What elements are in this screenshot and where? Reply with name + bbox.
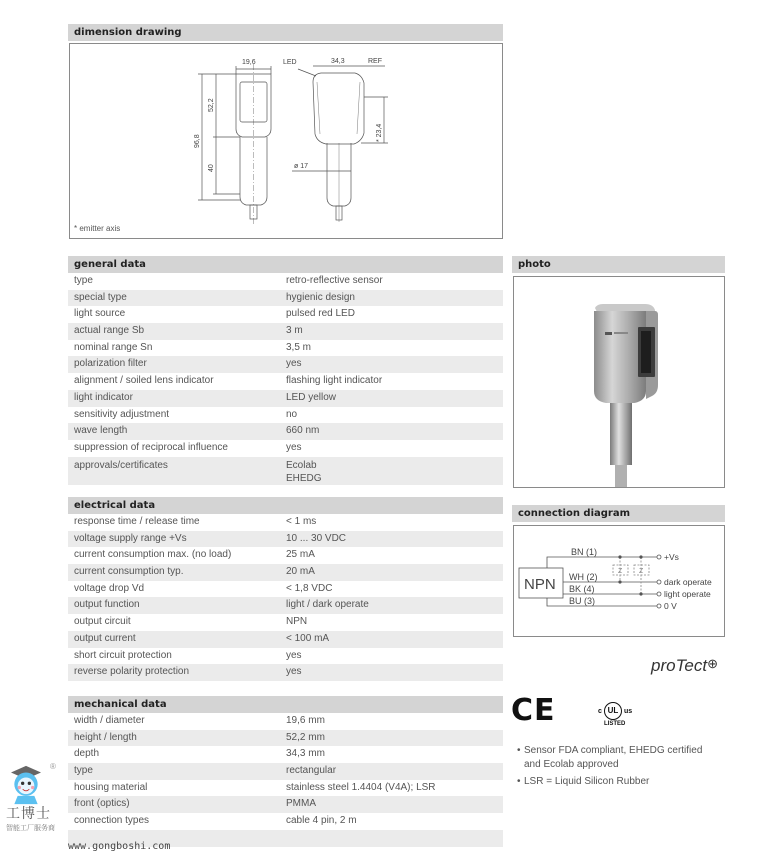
protect-logo [651, 656, 718, 676]
table-row [68, 390, 503, 407]
dim-height-total: 96,8 [194, 134, 201, 148]
row-label: type [74, 765, 93, 777]
section-header-dimension-drawing: dimension drawing [68, 24, 503, 41]
table-row [68, 796, 503, 813]
row-label: short circuit protection [74, 649, 172, 661]
row-value: 3,5 m [286, 341, 312, 353]
row-value: flashing light indicator [286, 375, 383, 387]
table-row [68, 614, 503, 631]
dim-diameter: ø 17 [294, 163, 309, 170]
section-header-photo: photo [512, 256, 725, 273]
watermark-registered: ® [50, 762, 56, 771]
load-label-1: Z [618, 568, 623, 575]
row-label: response time / release time [74, 516, 200, 527]
row-label: light indicator [74, 391, 133, 403]
row-value: stainless steel 1.4404 (V4A); LSR [286, 781, 436, 793]
row-value: hygienic design [286, 291, 355, 303]
row-label: output function [74, 599, 140, 611]
row-value: 660 nm [286, 425, 320, 437]
row-value: 52,2 mm [286, 731, 325, 743]
row-label: height / length [74, 731, 137, 743]
ul-circle-icon: UL [604, 702, 622, 720]
watermark-url: www.gongboshi.com [68, 841, 171, 852]
row-label: special type [74, 291, 127, 303]
wire-bn [547, 557, 657, 568]
terminal-dark-operate: dark operate [664, 577, 712, 587]
row-label: output circuit [74, 616, 131, 628]
dimension-drawing-panel [69, 43, 503, 239]
row-label: suppression of reciprocal influence [74, 441, 228, 453]
section-header-electrical-data: electrical data [68, 497, 503, 514]
table-row [68, 531, 503, 548]
note-line: and Ecolab approved [524, 758, 619, 770]
approval-ecolab: Ecolab [286, 459, 317, 471]
table-row [68, 407, 503, 424]
row-value: 20 mA [286, 566, 315, 578]
watermark-tagline: 智能工厂服务商 [6, 825, 55, 832]
general-data-table [68, 273, 503, 485]
electrical-data-table [68, 514, 503, 681]
row-label: depth [74, 748, 100, 760]
dimension-footnote: * emitter axis [74, 224, 121, 233]
row-label: housing material [74, 781, 148, 793]
table-row [68, 340, 503, 357]
row-value: yes [286, 358, 302, 370]
table-row [68, 713, 503, 730]
row-value: 3 m [286, 325, 303, 337]
table-row [68, 514, 503, 531]
row-label: voltage drop Vd [74, 582, 145, 594]
connection-diagram [514, 526, 724, 636]
row-label: sensitivity adjustment [74, 408, 170, 420]
row-value: 25 mA [286, 549, 315, 561]
row-label: type [74, 275, 93, 286]
row-label: wave length [74, 425, 128, 437]
terminal-light-operate: light operate [664, 589, 711, 599]
section-header-connection-diagram: connection diagram [512, 505, 725, 522]
wire-bu [547, 598, 657, 606]
protect-plus-icon: ⊕ [707, 656, 718, 671]
dim-ref: REF [368, 58, 382, 65]
table-row [68, 323, 503, 340]
row-value: < 1,8 VDC [286, 582, 333, 594]
row-label: output current [74, 632, 136, 644]
row-value: rectangular [286, 765, 337, 777]
table-row [68, 457, 503, 485]
ce-mark: CE [511, 693, 556, 728]
mascot-icon [6, 764, 46, 806]
row-label: front (optics) [74, 798, 130, 810]
table-row [68, 648, 503, 665]
ul-listed-mark [598, 700, 646, 730]
protect-wordmark: proTect [651, 656, 708, 675]
table-row [68, 631, 503, 648]
section-header-mechanical-data: mechanical data [68, 696, 503, 713]
row-label: polarization filter [74, 358, 147, 370]
row-label: width / diameter [74, 715, 145, 726]
table-row [68, 423, 503, 440]
table-row [68, 273, 503, 290]
row-value: NPN [286, 616, 308, 628]
table-row [68, 597, 503, 614]
table-row [68, 306, 503, 323]
mechanical-data-table [68, 713, 503, 847]
table-row [68, 813, 503, 830]
dimension-drawing [70, 44, 502, 238]
row-label: current consumption max. (no load) [74, 549, 232, 561]
terminal-vs: +Vs [664, 552, 679, 562]
row-label: connection types [74, 815, 150, 827]
npn-label: NPN [524, 576, 556, 593]
dim-led: LED [283, 59, 297, 66]
table-row [68, 356, 503, 373]
wire-label-bu: BU (3) [569, 596, 596, 606]
row-label: nominal range Sn [74, 341, 153, 353]
table-row [68, 763, 503, 780]
dim-height-head: 52,2 [208, 98, 215, 112]
row-value: pulsed red LED [286, 308, 355, 320]
row-value: no [286, 408, 298, 420]
row-label: alignment / soiled lens indicator [74, 375, 214, 387]
wire-label-wh: WH (2) [569, 572, 598, 582]
row-value: < 100 mA [286, 632, 330, 644]
row-value: cable 4 pin, 2 m [286, 815, 357, 827]
watermark-brand: 工博士 [6, 806, 51, 822]
row-value: 19,6 mm [286, 715, 325, 726]
wire-label-bn: BN (1) [571, 547, 598, 557]
row-value: < 1 ms [286, 516, 317, 527]
table-row [68, 564, 503, 581]
product-photo [514, 277, 724, 487]
note-line: • Sensor FDA compliant, EHEDG certified [524, 745, 703, 756]
row-label: actual range Sb [74, 325, 145, 337]
table-row [68, 746, 503, 763]
table-row [68, 664, 503, 681]
note-lsr [517, 775, 732, 789]
note-fda [517, 744, 732, 771]
row-label: light source [74, 308, 126, 320]
row-label: reverse polarity protection [74, 666, 190, 678]
table-row [68, 547, 503, 564]
row-value [286, 830, 503, 847]
row-value: PMMA [286, 798, 316, 810]
row-value: yes [286, 441, 302, 453]
row-value: retro-reflective sensor [286, 275, 383, 286]
table-row [68, 730, 503, 747]
ul-listed: LISTED [604, 721, 626, 727]
row-label: current consumption typ. [74, 566, 184, 578]
row-value: light / dark operate [286, 599, 369, 611]
note-line: • LSR = Liquid Silicon Rubber [524, 776, 650, 787]
ul-c: c [598, 708, 602, 715]
table-row [68, 440, 503, 457]
photo-panel [513, 276, 725, 488]
terminal-0v: 0 V [664, 601, 677, 611]
row-label: approvals/certificates [74, 459, 168, 471]
dim-height-shaft: 40 [208, 164, 215, 172]
watermark [2, 762, 68, 852]
dim-width-front: 19,6 [242, 59, 256, 66]
section-header-general-data: general data [68, 256, 503, 273]
row-value: 34,3 mm [286, 748, 325, 760]
dim-emitter-height: * 23,4 [376, 123, 383, 142]
approval-ehedg: EHEDG [286, 472, 322, 484]
connection-diagram-panel [513, 525, 725, 637]
row-value: yes [286, 649, 302, 661]
dim-depth: 34,3 [331, 58, 345, 65]
row-value: 10 ... 30 VDC [286, 532, 347, 544]
row-value [286, 459, 503, 485]
table-row [68, 581, 503, 598]
row-value: yes [286, 666, 302, 678]
wire-label-bk: BK (4) [569, 584, 595, 594]
table-row [68, 780, 503, 797]
row-label: voltage supply range +Vs [74, 532, 187, 544]
side-view-head [313, 73, 364, 144]
row-value: LED yellow [286, 391, 337, 403]
load-label-2: Z [639, 568, 644, 575]
table-row [68, 373, 503, 390]
table-row [68, 290, 503, 307]
ul-us: us [624, 708, 633, 715]
